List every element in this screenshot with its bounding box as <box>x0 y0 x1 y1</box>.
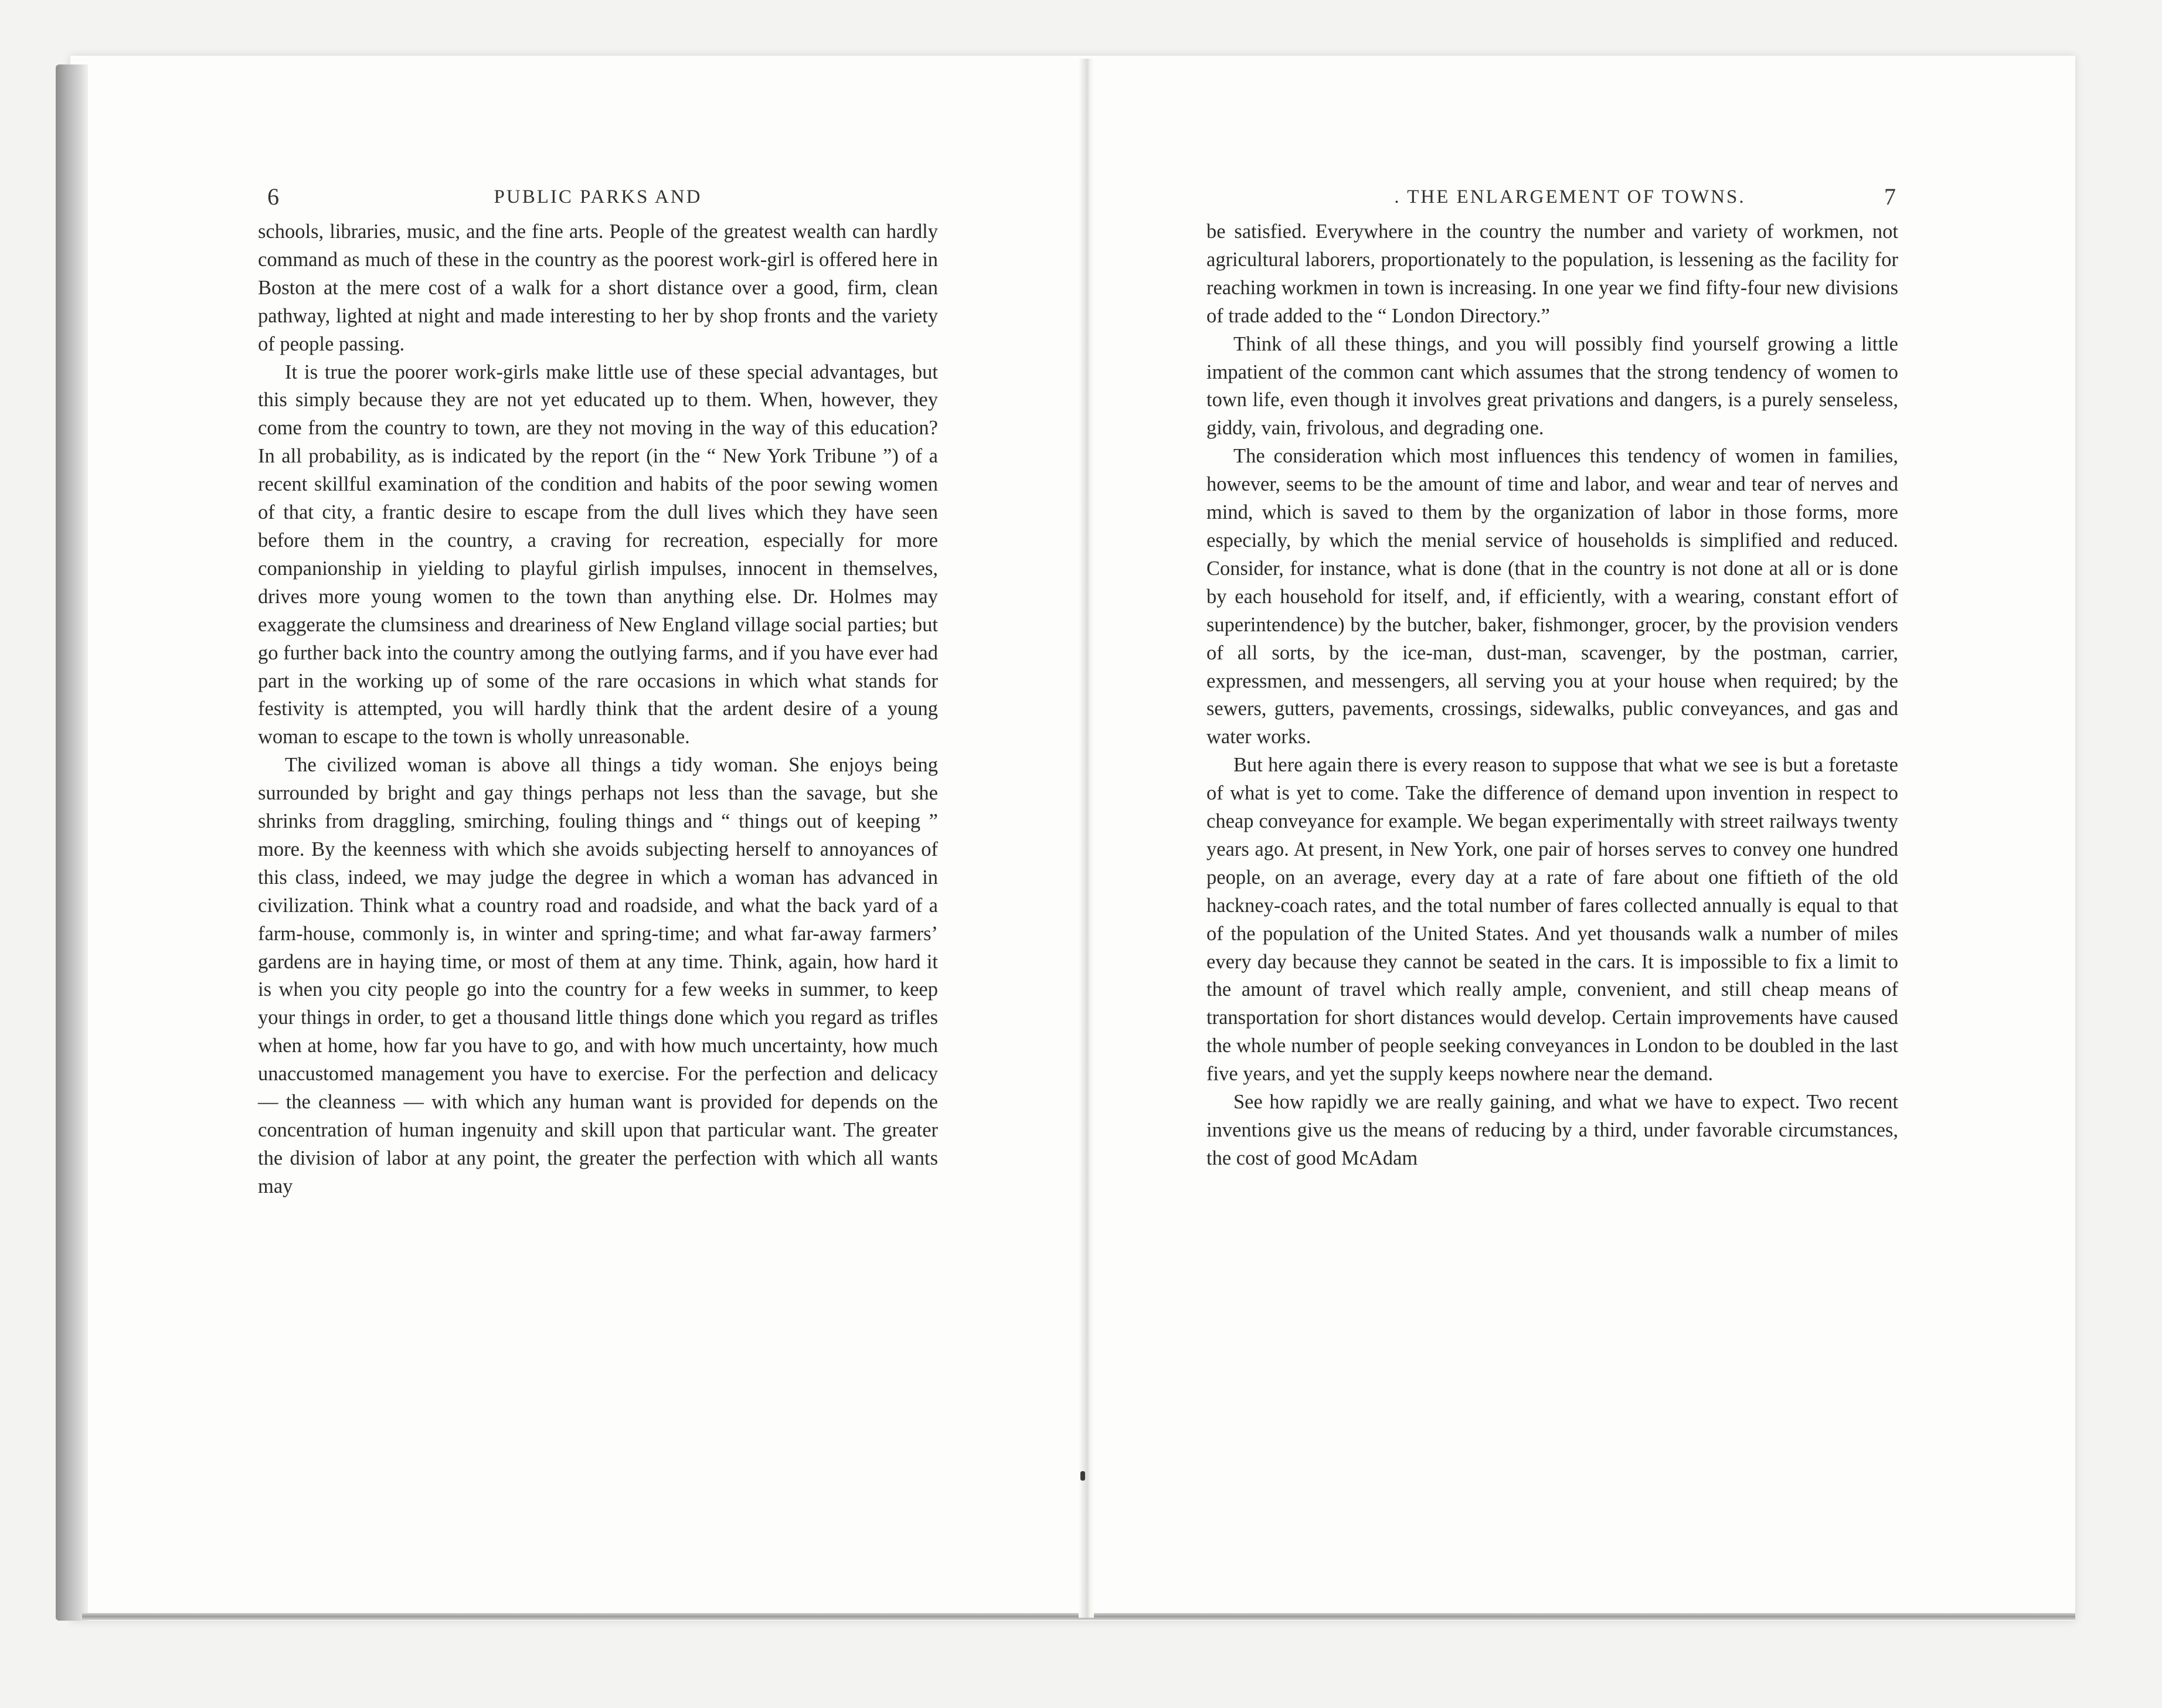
right-page-body <box>1206 218 1898 1173</box>
right-paragraph-3: The consideration which most influences this tendency of women in families, however, seems to be the amount of time and labor, and wear and tear of nerves and mind, which is saved to them by the organization of labor in those forms, more especially, by which the menial service of households is simplified and reduced. Consider, for instance, what is done (that in the country is not done at all or is done by each household for itself, and, if efficiently, with a wearing, constant effort of superintendence) by the butcher, baker, fishmonger, grocer, by the provision venders of all sorts, by the ice-man, dust-man, scavenger, by the postman, carrier, expressmen, and messengers, all serving you at your house when required; by the sewers, gutters, pavements, crossings, sidewalks, public conveyances, and gas and water works. <box>1206 445 1898 748</box>
book-edge-left <box>56 64 88 1621</box>
left-paragraph-2: It is true the poorer work-girls make little use of these special advantages, but this simply because they are not yet educated up to them. When, however, they come from the country to town, are they not moving in the way of this education? In all probability, as is indicated by the report (in the “ New York Tribune ”) of a recent skillful examination of the condition and habits of the poor sewing women of that city, a frantic desire to escape from the dull lives which they have seen before them in the country, a craving for recreation, especially for more companionship in yielding to playful girlish impulses, innocent in themselves, drives more young women to the town than anything else. Dr. Holmes may exaggerate the clumsiness and dreariness of New England village social parties; but go further back into the country among the outlying farms, and if you have ever had part in the working up of some of the rare occasions in which what stands for festivity is attempted, you will hardly think that the ardent desire of a young woman to escape to the town is wholly unreasonable. <box>258 360 938 748</box>
left-page <box>258 183 938 1201</box>
right-page-number: 7 <box>1884 183 1896 210</box>
right-paragraph-2: Think of all these things, and you will possibly find yourself growing a little impatient of the common cant which assumes that the strong tendency of women to town life, even though it involves great privations and dangers, is a purely senseless, giddy, vain, frivolous, and degrading one. <box>1206 332 1898 440</box>
book-gutter <box>1079 59 1094 1618</box>
gutter-mark <box>1080 1471 1085 1481</box>
right-paragraph-4: But here again there is every reason to suppose that what we see is but a foretaste of what is yet to come. Take the difference of demand upon invention in respect to cheap conveyance for example. We began experimentally with street railways twenty years ago. At present, in New York, one pair of horses serves to convey one hundred people, on an average, every day at a rate of fare about one fiftieth of the old hackney-coach rates, and the total number of fares collected annually is equal to that of the population of the United States. And yet thousands walk a number of miles every day because they cannot be seated in the cars. It is impossible to fix a limit to the amount of travel which really ample, convenient, and still cheap means of transportation for short distances would develop. Certain improvements have caused the whole number of people seeking conveyances in London to be doubled in the last five years, and yet the supply keeps nowhere near the demand. <box>1206 754 1898 1086</box>
left-running-title: PUBLIC PARKS AND <box>494 186 702 207</box>
right-running-title: . THE ENLARGEMENT OF TOWNS. <box>1394 186 1746 207</box>
left-page-body <box>258 218 938 1201</box>
left-page-number: 6 <box>267 183 279 210</box>
right-paragraph-1: be satisfied. Everywhere in the country the number and variety of workmen, not agricultural laborers, proportionately to the population, is lessening as the facility for reaching workmen in town is increasing. In one year we find fifty-four new divisions of trade added to the “ London Directory.” <box>1206 220 1898 327</box>
left-paragraph-1: schools, libraries, music, and the fine arts. People of the greatest wealth can hardly command as much of these in the country as the poorest work-girl is offered here in Boston at the mere cost of a walk for a short distance over a good, firm, clean pathway, lighted at night and made interesting to her by shop fronts and the variety of people passing. <box>258 220 938 355</box>
right-paragraph-5: See how rapidly we are really gaining, and what we have to expect. Two recent inventions give us the means of reducing by a third, under favorable circumstances, the cost of good McAdam <box>1206 1091 1898 1169</box>
right-page <box>1206 183 1898 1173</box>
right-running-head <box>1206 183 1898 222</box>
left-paragraph-3: The civilized woman is above all things a tidy woman. She enjoys being surrounded by bright and gay things perhaps not less than the savage, but she shrinks from draggling, smirching, fouling things and “ things out of keeping ” more. By the keenness with which she avoids subjecting herself to annoyances of this class, indeed, we may judge the degree in which a woman has advanced in civilization. Think what a country road and roadside, and what the back yard of a farm-house, commonly is, in winter and spring-time; and what far-away farmers’ gardens are in haying time, or most of them at any time. Think, again, how hard it is when you city people go into the country for a few weeks in summer, to keep your things in order, to get a thousand little things done which you regard as trifles when at home, how far you have to go, and with how much uncertainty, how much unaccustomed management you have to exercise. For the perfection and delicacy — the cleanness — with which any human want is provided for depends on the concentration of human ingenuity and skill upon that particular want. The greater the division of labor at any point, the greater the perfection with which all wants may <box>258 754 938 1197</box>
left-running-head <box>258 183 938 222</box>
